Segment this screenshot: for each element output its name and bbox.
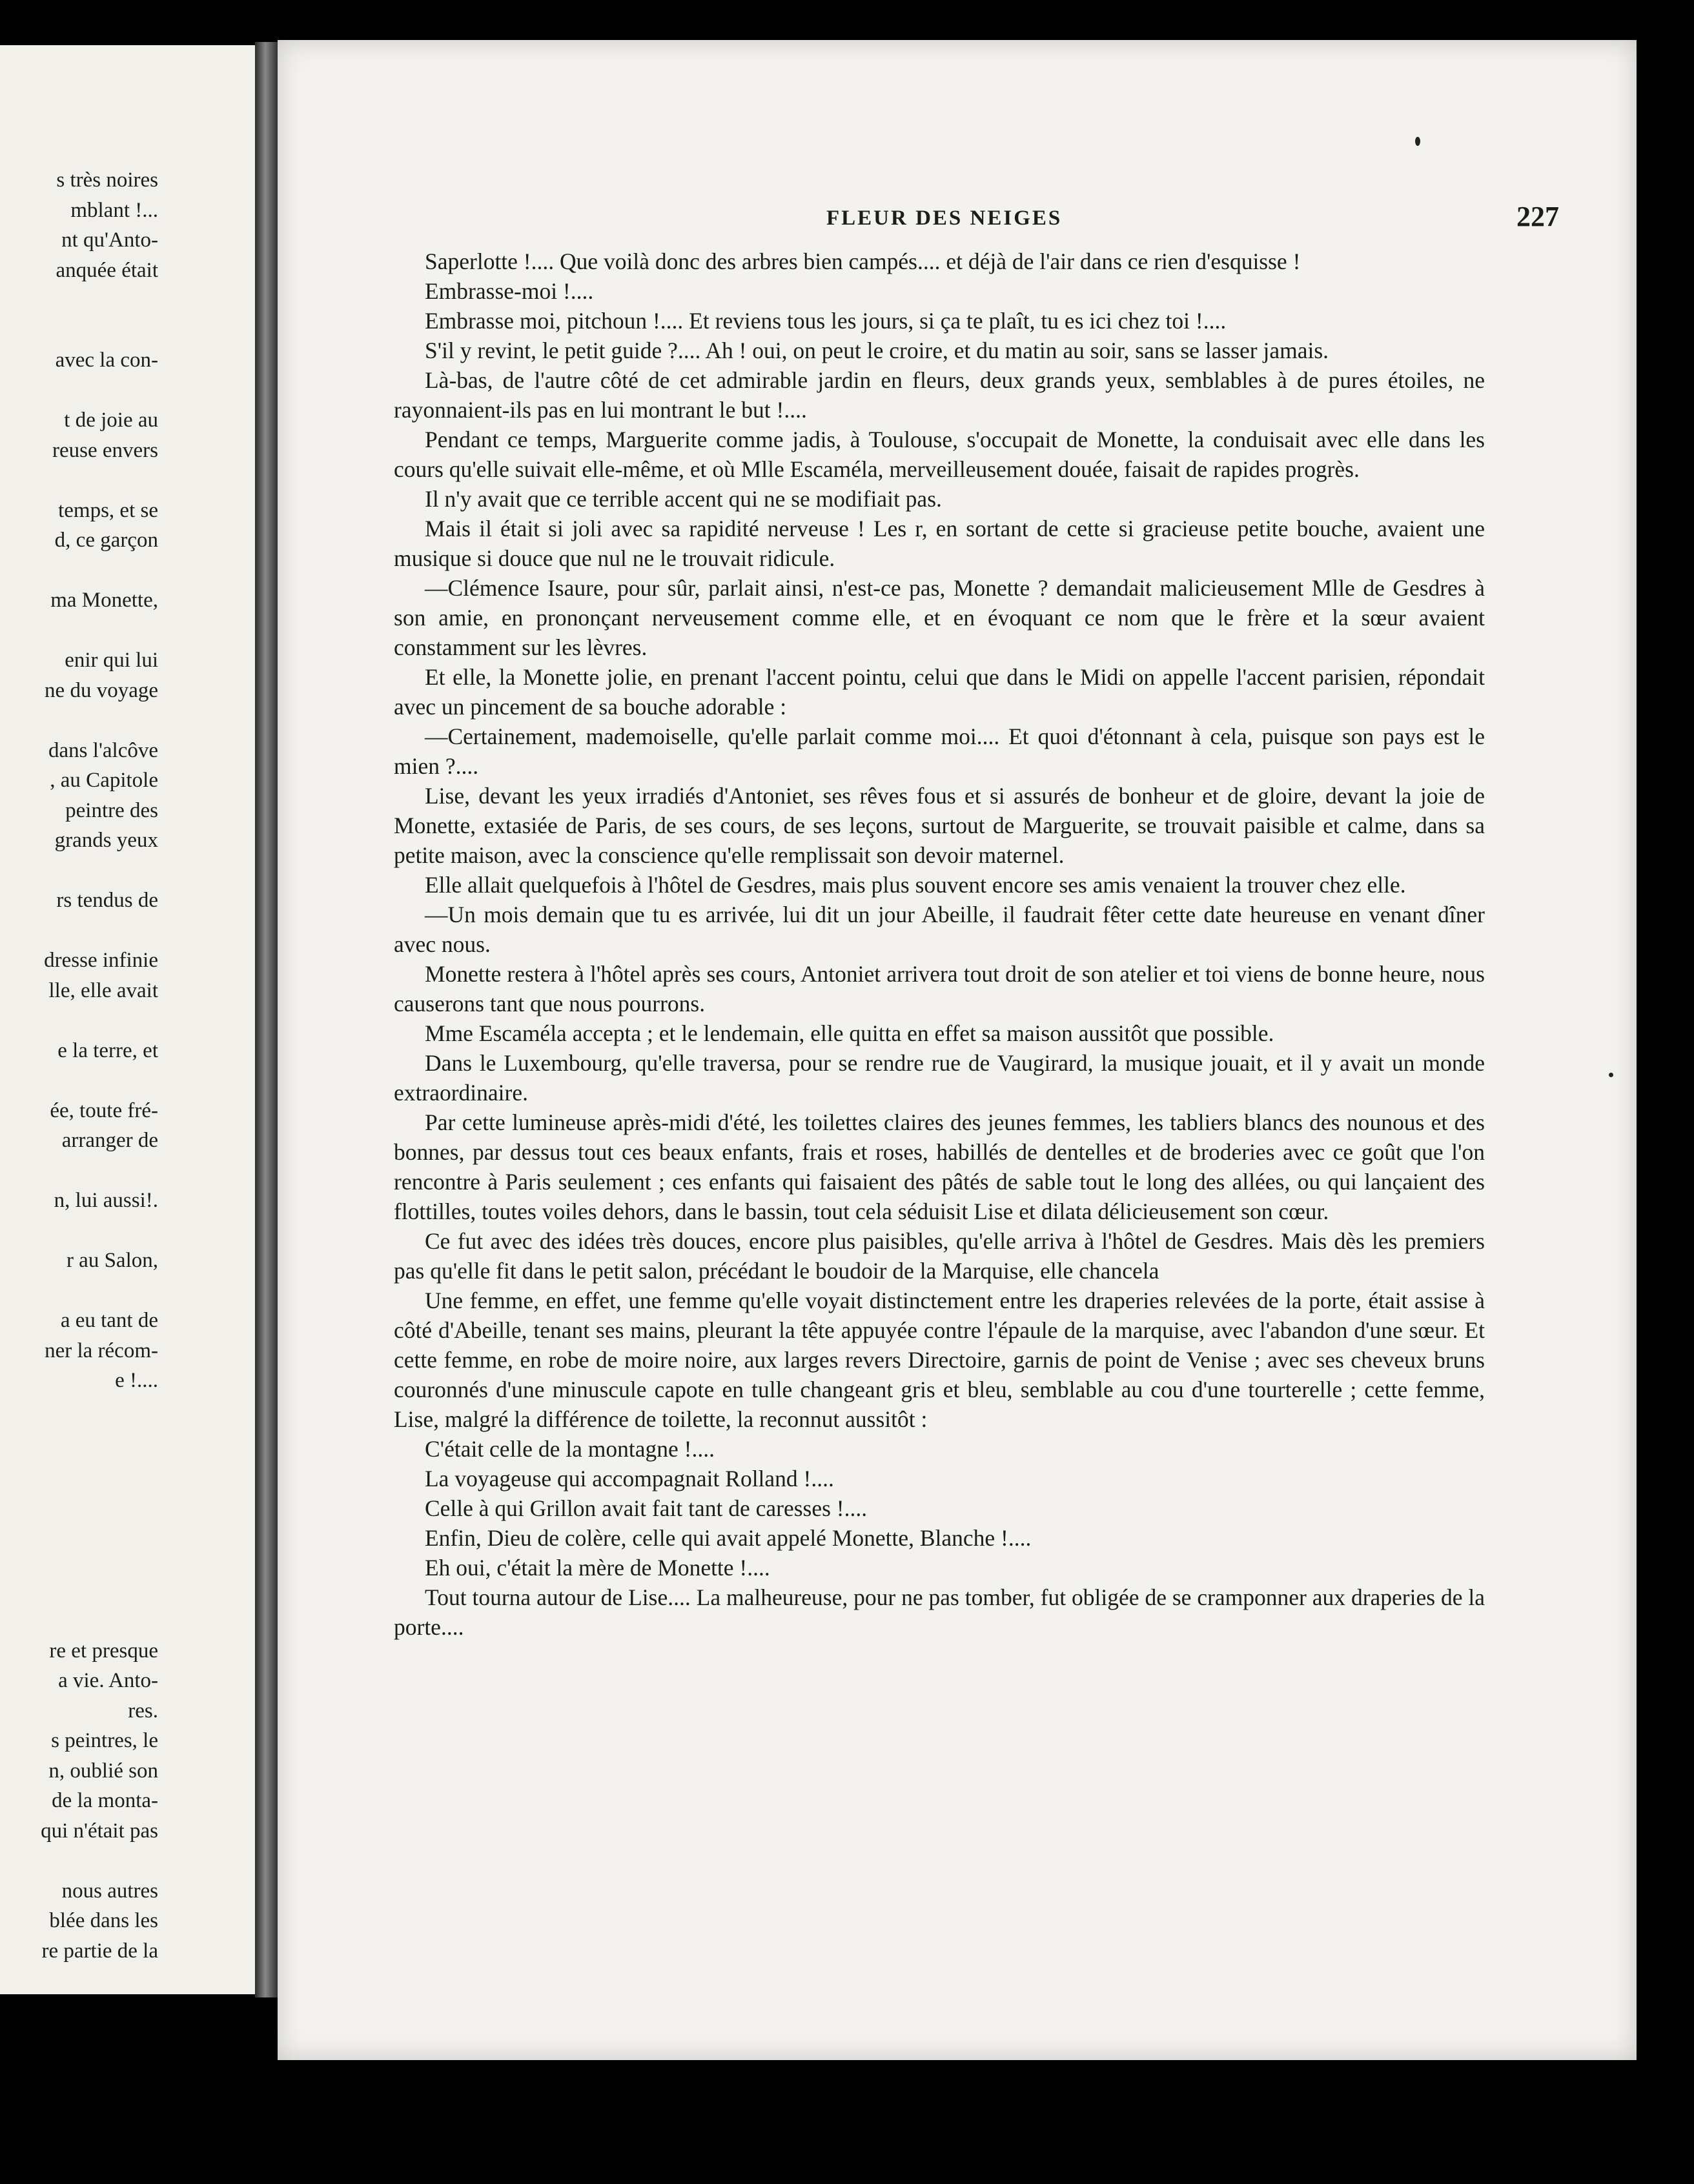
paragraph: C'était celle de la montagne !.... [425, 1436, 715, 1462]
previous-page-line: de la monta- [52, 1789, 158, 1812]
previous-page-line: res. [128, 1699, 158, 1723]
paragraph: Par cette lumineuse après-midi d'été, les toilettes claires des jeunes femmes, les tabliers blancs des nounous et des bonnes, par dessus tout ces beaux enfants, frais et roses, habillés de dentelles et de broderies avec ce goût que l'on rencontre à Paris seulement ; ces enfants qui faisaient des pâtés de sable tout le long des allées, ou qui lançaient des flottilles, toutes voiles dehors, dans le bassin, tout cela séduisit Lise et dilata délicieusement son cœur. [394, 1109, 1485, 1224]
paragraph: Mais il était si joli avec sa rapidité nerveuse ! Les r, en sortant de cette si gracieuse petite bouche, avaient une musique si douce que nul ne le trouvait ridicule. [394, 516, 1485, 571]
body-text [394, 247, 1485, 1642]
previous-page-line [0, 376, 158, 406]
previous-page-line: , au Capitole [50, 769, 158, 792]
paragraph: Saperlotte !.... Que voilà donc des arbres bien campés.... et déjà de l'air dans ce rien d'esquisse ! [425, 248, 1301, 274]
previous-page-line: s très noires [56, 168, 158, 192]
ink-speck [1609, 1073, 1613, 1077]
paragraph: Tout tourna autour de Lise.... La malheureuse, pour ne pas tomber, fut obligée de se cramponner aux draperies de la porte.... [394, 1584, 1485, 1640]
paragraph: Mme Escaméla accepta ; et le lendemain, elle quitta en effet sa maison aussitôt que possible. [425, 1020, 1274, 1046]
previous-page-line: a eu tant de [60, 1309, 158, 1332]
previous-page-line: e la terre, et [57, 1038, 158, 1062]
paragraph: Dans le Luxembourg, qu'elle traversa, pour se rendre rue de Vaugirard, la musique jouait, et il y avait un monde extraordinaire. [394, 1050, 1485, 1106]
previous-page-line [0, 705, 158, 736]
previous-page-line [0, 1456, 158, 1486]
previous-page-line [0, 1156, 158, 1186]
previous-page-line [0, 1426, 158, 1456]
previous-page-line: r au Salon, [66, 1249, 158, 1272]
paragraph: Lise, devant les yeux irradiés d'Antoniet, ses rêves fous et si assurés de bonheur et de gloire, devant la joie de Monette, extasiée de Paris, de ses cours, de ses leçons, surtout de Marguerite, se trouvait paisible et calme, dans sa petite maison, avec la conscience qu'elle remplissait son devoir maternel. [394, 783, 1485, 868]
previous-page-line [0, 136, 158, 166]
previous-page-line [0, 1546, 158, 1576]
previous-page-line: nous autres [61, 1879, 158, 1903]
previous-page-line: n, lui aussi!. [54, 1189, 158, 1212]
previous-page-line: ner la récom- [45, 1339, 158, 1362]
previous-page-line: qui n'était pas [41, 1819, 158, 1843]
page-header [278, 200, 1637, 239]
previous-page-line: dans l'alcôve [48, 738, 158, 762]
previous-page-line [0, 316, 158, 346]
previous-page-line: re partie de la [41, 1939, 158, 1963]
previous-page-line [0, 1396, 158, 1426]
running-title: FLEUR DES NEIGES [826, 207, 1063, 230]
previous-page-line: s peintres, le [51, 1729, 158, 1752]
paragraph: Et elle, la Monette jolie, en prenant l'accent pointu, celui que dans le Midi on appelle l'accent parisien, répondait avec un pincement de sa bouche adorable : [394, 664, 1485, 720]
previous-page-line: rs tendus de [56, 889, 158, 912]
previous-page-line [0, 1516, 158, 1546]
paragraph: —Un mois demain que tu es arrivée, lui dit un jour Abeille, il faudrait fêter cette date heureuse en venant dîner avec nous. [394, 902, 1485, 957]
previous-page-line [0, 1606, 158, 1636]
previous-page-line: lle, elle avait [48, 978, 158, 1002]
previous-page-line [0, 1216, 158, 1246]
paragraph: Monette restera à l'hôtel après ses cours, Antoniet arrivera tout droit de son atelier et toi viens de bonne heure, nous causerons tant que nous pourrons. [394, 961, 1485, 1016]
previous-page-line [0, 1576, 158, 1606]
paragraph: Enfin, Dieu de colère, celle qui avait appelé Monette, Blanche !.... [425, 1525, 1032, 1551]
previous-page-text [0, 45, 158, 1966]
page [278, 40, 1637, 2060]
previous-page-line: ée, toute fré- [50, 1098, 158, 1122]
previous-page-line [0, 1066, 158, 1096]
previous-page-line: anquée était [56, 258, 158, 282]
previous-page-line [0, 465, 158, 496]
previous-page-line [0, 856, 158, 886]
book-gutter [255, 42, 281, 1997]
previous-page-line [0, 1006, 158, 1036]
previous-page-line: temps, et se [58, 498, 158, 522]
previous-page-line: grands yeux [54, 829, 158, 852]
ink-speck [1415, 137, 1420, 146]
paragraph: Ce fut avec des idées très douces, encore plus paisibles, qu'elle arriva à l'hôtel de Gesdres. Mais dès les premiers pas qu'elle fit dans le petit salon, précédant le boudoir de la Marquise, elle chancela [394, 1228, 1485, 1284]
previous-page-line: n, oublié son [48, 1759, 158, 1783]
paragraph: Embrasse moi, pitchoun !.... Et reviens tous les jours, si ça te plaît, tu es ici chez toi !.... [425, 308, 1227, 334]
paragraph: Une femme, en effet, une femme qu'elle voyait distinctement entre les draperies relevées de la porte, était assise à côté d'Abeille, tenant ses mains, pleurant la tête appuyée contre l'épaule de la marquise, avec l'abandon d'une sœur. Et cette femme, en robe de moire noire, aux larges revers Directoire, garnis de point de Venise ; avec ses cheveux bruns couronnés d'une minuscule capote en tulle changeant gris et bleu, semblable au cou d'une tourterelle ; cette femme, Lise, malgré la différence de toilette, la reconnut aussitôt : [394, 1288, 1485, 1432]
previous-page-line [0, 1276, 158, 1306]
paragraph: Embrasse-moi !.... [425, 278, 594, 304]
previous-page-line: e !.... [115, 1369, 158, 1392]
previous-page-line [0, 76, 158, 106]
previous-page-line: avec la con- [55, 349, 158, 372]
previous-page-line: a vie. Anto- [58, 1669, 158, 1692]
paragraph: Il n'y avait que ce terrible accent qui ne se modifiait pas. [425, 486, 942, 512]
previous-page-line: blée dans les [49, 1909, 158, 1932]
paragraph: Elle allait quelquefois à l'hôtel de Gesdres, mais plus souvent encore ses amis venaient la trouver chez elle. [425, 872, 1406, 898]
previous-page-line: t de joie au [64, 409, 158, 432]
previous-page-line: reuse envers [52, 438, 158, 462]
previous-page-fragment [0, 45, 255, 1994]
previous-page-line [0, 616, 158, 646]
previous-page-line [0, 45, 158, 76]
paragraph: —Certainement, mademoiselle, qu'elle parlait comme moi.... Et quoi d'étonnant à cela, puisque son pays est le mien ?.... [394, 723, 1485, 779]
previous-page-line [0, 105, 158, 136]
paragraph: Là-bas, de l'autre côté de cet admirable jardin en fleurs, deux grands yeux, semblables à de pures étoiles, ne rayonnaient-ils pas en lui montrant le but !.... [394, 367, 1485, 423]
previous-page-line [0, 916, 158, 946]
previous-page-line: re et presque [49, 1639, 158, 1663]
paragraph: La voyageuse qui accompagnait Rolland !.... [425, 1466, 834, 1491]
previous-page-line: ma Monette, [50, 589, 158, 612]
paragraph: Pendant ce temps, Marguerite comme jadis, à Toulouse, s'occupait de Monette, la conduisait avec elle dans les cours qu'elle suivait elle-même, et où Mlle Escaméla, merveilleusement douée, faisait de rapides progrès. [394, 427, 1485, 482]
page-number: 227 [1516, 201, 1559, 232]
previous-page-line [0, 1846, 158, 1876]
previous-page-line: dresse infinie [44, 949, 158, 972]
paragraph: Eh oui, c'était la mère de Monette !.... [425, 1555, 770, 1581]
previous-page-line [0, 556, 158, 586]
previous-page-line [0, 285, 158, 316]
previous-page-line: peintre des [65, 798, 158, 822]
paragraph: —Clémence Isaure, pour sûr, parlait ainsi, n'est-ce pas, Monette ? demandait malicieusement Mlle de Gesdres à son amie, en prononçant nerveusement comme elle, et en évoquant ce nom que le frère et la sœur avaient constamment sur les lèvres. [394, 575, 1485, 660]
previous-page-line [0, 1486, 158, 1516]
previous-page-line: ne du voyage [45, 678, 158, 702]
previous-page-line: enir qui lui [65, 649, 158, 672]
paragraph: S'il y revint, le petit guide ?.... Ah ! oui, on peut le croire, et du matin au soir, sans se lasser jamais. [425, 338, 1329, 363]
paragraph: Celle à qui Grillon avait fait tant de caresses !.... [425, 1495, 868, 1521]
previous-page-line: nt qu'Anto- [61, 228, 158, 252]
previous-page-line: arranger de [61, 1129, 158, 1152]
previous-page-line: mblant !... [70, 198, 158, 222]
previous-page-line: d, ce garçon [54, 529, 158, 552]
